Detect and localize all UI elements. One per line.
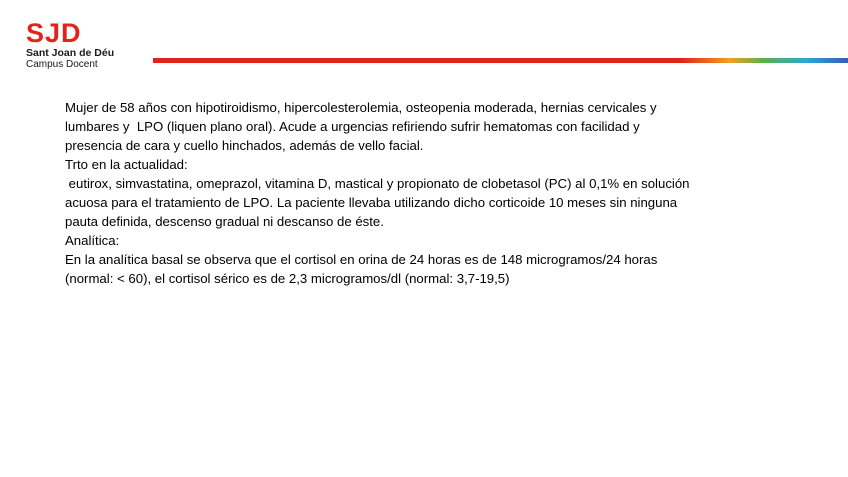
text-line: eutirox, simvastatina, omeprazol, vitamina D, mastical y propionato de clobetasol (PC) al 0,1% en solución [65, 176, 690, 191]
text-line: acuosa para el tratamiento de LPO. La paciente llevaba utilizando dicho corticoide 10 meses sin ninguna [65, 195, 678, 210]
text-line: Analítica: [65, 233, 120, 248]
text-line: lumbares y LPO (liquen plano oral). Acude a urgencias refiriendo sufrir hematomas con facilidad y [65, 119, 640, 134]
text-line: presencia de cara y cuello hinchados, además de vello facial. [65, 138, 424, 153]
logo-subtitle: Campus Docent [26, 58, 98, 70]
sjd-logo [26, 20, 114, 70]
text-line: pauta definida, descenso gradual ni descanso de éste. [65, 214, 384, 229]
text-line: En la analítica basal se observa que el cortisol en orina de 24 horas es de 148 microgramos/24 horas [65, 252, 658, 267]
text-line: Trto en la actualidad: [65, 157, 188, 172]
case-description [65, 98, 765, 288]
text-line: (normal: < 60), el cortisol sérico es de 2,3 microgramos/dl (normal: 3,7-19,5) [65, 271, 510, 286]
logo-mark: SJD [26, 18, 82, 48]
header-color-bar [153, 58, 848, 63]
logo-name: Sant Joan de Déu [26, 47, 115, 59]
text-line: Mujer de 58 años con hipotiroidismo, hipercolesterolemia, osteopenia moderada, hernias cervicales y [65, 100, 657, 115]
